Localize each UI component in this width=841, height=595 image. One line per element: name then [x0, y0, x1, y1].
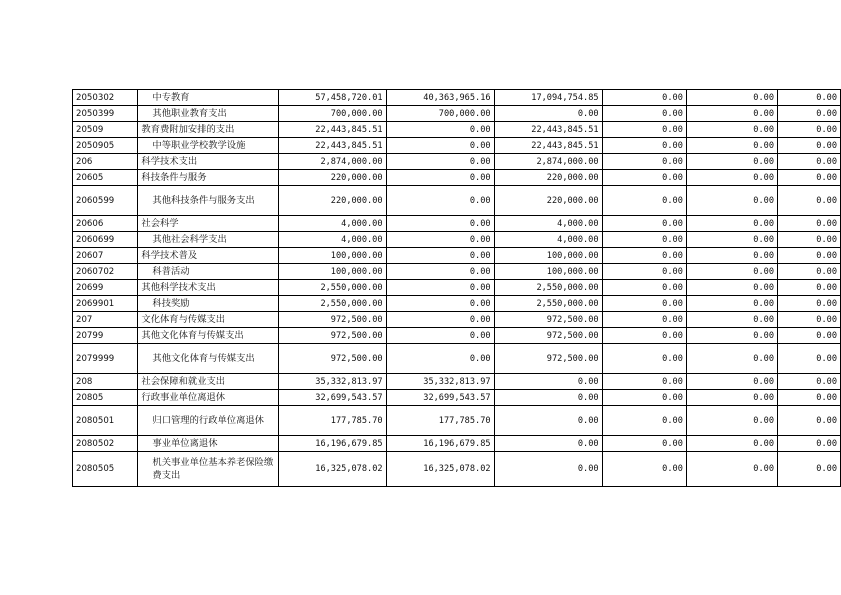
amount-cell: 16,325,078.02	[386, 452, 494, 487]
amount-cell: 0.00	[386, 344, 494, 374]
subject-code-cell: 20605	[73, 170, 138, 186]
amount-cell: 0.00	[686, 264, 777, 280]
amount-cell: 0.00	[602, 436, 686, 452]
amount-cell: 972,500.00	[494, 344, 602, 374]
subject-name-cell: 社会保障和就业支出	[138, 374, 278, 390]
table-row	[73, 170, 841, 186]
amount-cell: 0.00	[494, 374, 602, 390]
amount-cell: 0.00	[602, 138, 686, 154]
subject-code-cell: 2050905	[73, 138, 138, 154]
amount-cell: 0.00	[602, 232, 686, 248]
subject-code-cell: 2050302	[73, 90, 138, 106]
amount-cell: 0.00	[778, 170, 841, 186]
subject-name-cell: 其他社会科学支出	[138, 232, 278, 248]
amount-cell: 0.00	[778, 280, 841, 296]
budget-table	[72, 89, 841, 487]
amount-cell: 0.00	[602, 280, 686, 296]
amount-cell: 40,363,965.16	[386, 90, 494, 106]
amount-cell: 32,699,543.57	[386, 390, 494, 406]
amount-cell: 0.00	[686, 280, 777, 296]
amount-cell: 0.00	[686, 452, 777, 487]
amount-cell: 0.00	[602, 452, 686, 487]
subject-name-cell: 科学技术支出	[138, 154, 278, 170]
amount-cell: 0.00	[778, 436, 841, 452]
amount-cell: 972,500.00	[278, 312, 386, 328]
subject-code-cell: 2080501	[73, 406, 138, 436]
amount-cell: 4,000.00	[494, 216, 602, 232]
amount-cell: 0.00	[494, 106, 602, 122]
amount-cell: 0.00	[386, 216, 494, 232]
amount-cell: 0.00	[686, 390, 777, 406]
amount-cell: 16,325,078.02	[278, 452, 386, 487]
subject-name-cell: 科普活动	[138, 264, 278, 280]
amount-cell: 220,000.00	[494, 170, 602, 186]
amount-cell: 2,874,000.00	[494, 154, 602, 170]
table-row	[73, 90, 841, 106]
amount-cell: 0.00	[778, 312, 841, 328]
amount-cell: 57,458,720.01	[278, 90, 386, 106]
amount-cell: 0.00	[686, 154, 777, 170]
table-row	[73, 122, 841, 138]
amount-cell: 0.00	[778, 390, 841, 406]
amount-cell: 0.00	[386, 170, 494, 186]
amount-cell: 0.00	[386, 328, 494, 344]
amount-cell: 0.00	[686, 436, 777, 452]
amount-cell: 0.00	[686, 186, 777, 216]
amount-cell: 0.00	[778, 264, 841, 280]
amount-cell: 700,000.00	[278, 106, 386, 122]
amount-cell: 0.00	[686, 106, 777, 122]
amount-cell: 0.00	[686, 122, 777, 138]
amount-cell: 220,000.00	[278, 186, 386, 216]
table-row	[73, 248, 841, 264]
amount-cell: 2,550,000.00	[494, 296, 602, 312]
amount-cell: 0.00	[778, 216, 841, 232]
subject-name-cell: 文化体育与传媒支出	[138, 312, 278, 328]
amount-cell: 0.00	[686, 216, 777, 232]
amount-cell: 0.00	[602, 90, 686, 106]
amount-cell: 972,500.00	[278, 344, 386, 374]
subject-code-cell: 20606	[73, 216, 138, 232]
amount-cell: 0.00	[602, 374, 686, 390]
amount-cell: 4,000.00	[278, 232, 386, 248]
amount-cell: 0.00	[386, 280, 494, 296]
amount-cell: 35,332,813.97	[278, 374, 386, 390]
amount-cell: 0.00	[602, 216, 686, 232]
amount-cell: 2,550,000.00	[494, 280, 602, 296]
subject-code-cell: 20607	[73, 248, 138, 264]
amount-cell: 100,000.00	[278, 264, 386, 280]
table-row	[73, 312, 841, 328]
amount-cell: 0.00	[686, 344, 777, 374]
subject-code-cell: 2060699	[73, 232, 138, 248]
amount-cell: 0.00	[778, 344, 841, 374]
subject-name-cell: 社会科学	[138, 216, 278, 232]
subject-name-cell: 教育费附加安排的支出	[138, 122, 278, 138]
subject-code-cell: 20805	[73, 390, 138, 406]
amount-cell: 0.00	[386, 232, 494, 248]
table-row	[73, 328, 841, 344]
subject-name-cell: 科学技术普及	[138, 248, 278, 264]
amount-cell: 0.00	[602, 344, 686, 374]
subject-code-cell: 207	[73, 312, 138, 328]
amount-cell: 2,550,000.00	[278, 296, 386, 312]
amount-cell: 4,000.00	[494, 232, 602, 248]
table-row	[73, 436, 841, 452]
amount-cell: 0.00	[602, 406, 686, 436]
amount-cell: 22,443,845.51	[494, 122, 602, 138]
amount-cell: 0.00	[386, 186, 494, 216]
subject-name-cell: 其他科学技术支出	[138, 280, 278, 296]
amount-cell: 0.00	[602, 248, 686, 264]
amount-cell: 100,000.00	[278, 248, 386, 264]
table-row	[73, 406, 841, 436]
amount-cell: 0.00	[602, 390, 686, 406]
amount-cell: 2,874,000.00	[278, 154, 386, 170]
amount-cell: 177,785.70	[386, 406, 494, 436]
amount-cell: 22,443,845.51	[494, 138, 602, 154]
amount-cell: 177,785.70	[278, 406, 386, 436]
amount-cell: 0.00	[778, 328, 841, 344]
amount-cell: 0.00	[386, 122, 494, 138]
subject-name-cell: 其他文化体育与传媒支出	[138, 344, 278, 374]
amount-cell: 0.00	[778, 374, 841, 390]
amount-cell: 0.00	[602, 264, 686, 280]
amount-cell: 0.00	[686, 312, 777, 328]
budget-table-body	[73, 90, 841, 487]
subject-code-cell: 2060702	[73, 264, 138, 280]
amount-cell: 0.00	[778, 106, 841, 122]
amount-cell: 0.00	[686, 406, 777, 436]
subject-code-cell: 2050399	[73, 106, 138, 122]
subject-code-cell: 208	[73, 374, 138, 390]
amount-cell: 32,699,543.57	[278, 390, 386, 406]
amount-cell: 0.00	[778, 406, 841, 436]
amount-cell: 0.00	[602, 328, 686, 344]
amount-cell: 972,500.00	[494, 312, 602, 328]
amount-cell: 0.00	[494, 406, 602, 436]
table-row	[73, 264, 841, 280]
subject-name-cell: 其他科技条件与服务支出	[138, 186, 278, 216]
amount-cell: 0.00	[602, 154, 686, 170]
amount-cell: 0.00	[686, 328, 777, 344]
amount-cell: 4,000.00	[278, 216, 386, 232]
amount-cell: 0.00	[686, 248, 777, 264]
amount-cell: 0.00	[494, 436, 602, 452]
subject-code-cell: 20509	[73, 122, 138, 138]
amount-cell: 0.00	[778, 122, 841, 138]
subject-code-cell: 2079999	[73, 344, 138, 374]
subject-name-cell: 其他职业教育支出	[138, 106, 278, 122]
budget-table-container	[72, 89, 841, 487]
table-row	[73, 216, 841, 232]
subject-code-cell: 206	[73, 154, 138, 170]
amount-cell: 22,443,845.51	[278, 122, 386, 138]
subject-code-cell: 2080502	[73, 436, 138, 452]
amount-cell: 0.00	[686, 170, 777, 186]
table-row	[73, 374, 841, 390]
subject-name-cell: 行政事业单位离退休	[138, 390, 278, 406]
amount-cell: 0.00	[778, 154, 841, 170]
table-row	[73, 106, 841, 122]
amount-cell: 17,094,754.85	[494, 90, 602, 106]
subject-name-cell: 科技条件与服务	[138, 170, 278, 186]
amount-cell: 0.00	[686, 296, 777, 312]
amount-cell: 2,550,000.00	[278, 280, 386, 296]
table-row	[73, 296, 841, 312]
table-row	[73, 452, 841, 487]
amount-cell: 0.00	[778, 138, 841, 154]
amount-cell: 0.00	[602, 186, 686, 216]
amount-cell: 0.00	[686, 232, 777, 248]
amount-cell: 0.00	[386, 138, 494, 154]
amount-cell: 0.00	[602, 312, 686, 328]
amount-cell: 0.00	[386, 312, 494, 328]
amount-cell: 0.00	[386, 154, 494, 170]
amount-cell: 0.00	[602, 106, 686, 122]
amount-cell: 0.00	[778, 186, 841, 216]
amount-cell: 16,196,679.85	[278, 436, 386, 452]
amount-cell: 22,443,845.51	[278, 138, 386, 154]
amount-cell: 0.00	[778, 452, 841, 487]
amount-cell: 0.00	[778, 296, 841, 312]
amount-cell: 0.00	[386, 248, 494, 264]
amount-cell: 972,500.00	[278, 328, 386, 344]
table-row	[73, 232, 841, 248]
subject-name-cell: 机关事业单位基本养老保险缴费支出	[138, 452, 278, 487]
table-row	[73, 186, 841, 216]
subject-name-cell: 科技奖励	[138, 296, 278, 312]
amount-cell: 0.00	[778, 90, 841, 106]
amount-cell: 220,000.00	[494, 186, 602, 216]
subject-name-cell: 中专教育	[138, 90, 278, 106]
amount-cell: 0.00	[494, 452, 602, 487]
amount-cell: 220,000.00	[278, 170, 386, 186]
amount-cell: 0.00	[494, 390, 602, 406]
amount-cell: 0.00	[386, 296, 494, 312]
amount-cell: 0.00	[386, 264, 494, 280]
amount-cell: 0.00	[686, 138, 777, 154]
table-row	[73, 390, 841, 406]
amount-cell: 0.00	[686, 90, 777, 106]
table-row	[73, 280, 841, 296]
amount-cell: 0.00	[778, 248, 841, 264]
amount-cell: 700,000.00	[386, 106, 494, 122]
amount-cell: 0.00	[602, 296, 686, 312]
amount-cell: 0.00	[686, 374, 777, 390]
amount-cell: 35,332,813.97	[386, 374, 494, 390]
table-row	[73, 138, 841, 154]
amount-cell: 0.00	[778, 232, 841, 248]
subject-code-cell: 20799	[73, 328, 138, 344]
subject-code-cell: 2080505	[73, 452, 138, 487]
subject-code-cell: 2069901	[73, 296, 138, 312]
subject-name-cell: 事业单位离退休	[138, 436, 278, 452]
amount-cell: 16,196,679.85	[386, 436, 494, 452]
amount-cell: 0.00	[602, 122, 686, 138]
amount-cell: 0.00	[602, 170, 686, 186]
amount-cell: 972,500.00	[494, 328, 602, 344]
amount-cell: 100,000.00	[494, 264, 602, 280]
subject-name-cell: 归口管理的行政单位离退休	[138, 406, 278, 436]
subject-code-cell: 2060599	[73, 186, 138, 216]
subject-code-cell: 20699	[73, 280, 138, 296]
table-row	[73, 154, 841, 170]
subject-name-cell: 中等职业学校教学设施	[138, 138, 278, 154]
table-row	[73, 344, 841, 374]
amount-cell: 100,000.00	[494, 248, 602, 264]
subject-name-cell: 其他文化体育与传媒支出	[138, 328, 278, 344]
